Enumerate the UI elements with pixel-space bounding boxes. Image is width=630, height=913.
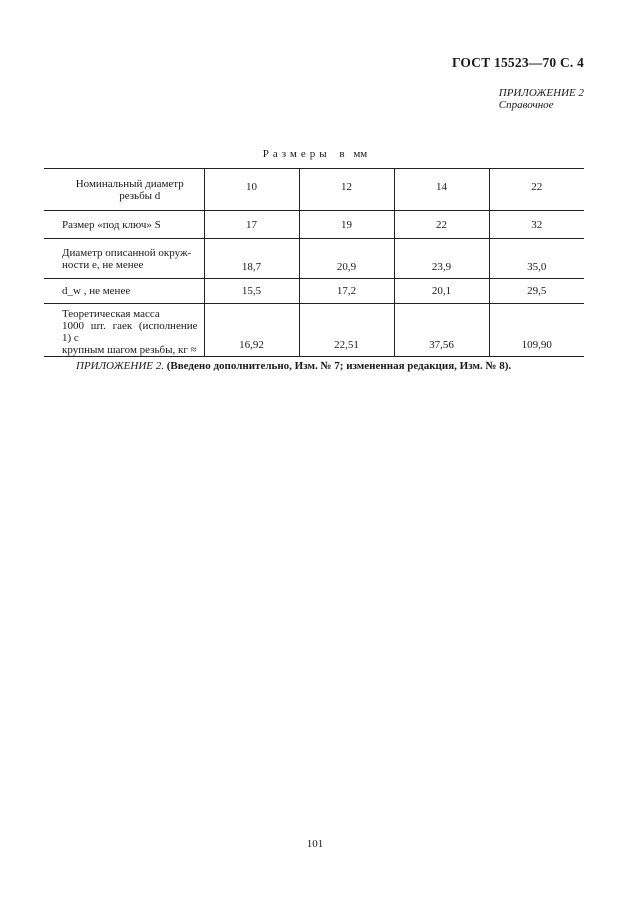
table-cell: 35,0: [489, 239, 584, 279]
table-cell: 22: [394, 211, 489, 239]
table-cell: 19: [299, 211, 394, 239]
table-cell: 17: [204, 211, 299, 239]
page-number: 101: [306, 838, 324, 850]
table-cell: 18,7: [204, 239, 299, 279]
table-header-cell: 10: [204, 169, 299, 211]
row-label-text: Размер «под ключ» S: [62, 218, 161, 231]
appendix-label: [499, 87, 584, 111]
row-label: [44, 211, 204, 239]
table-cell: 22,51: [299, 304, 394, 357]
units-caption-prefix: Размеры: [262, 148, 331, 160]
row-label-line1: Диаметр описанной окруж-: [62, 246, 192, 259]
table-header-row: [44, 169, 584, 211]
row-label-line2: 1000 шт. гаек (исполнение 1) с: [62, 320, 198, 344]
table-cell: 15,5: [204, 279, 299, 304]
units-caption-units: в мм: [339, 148, 368, 160]
table-row: [44, 211, 584, 239]
table-row: [44, 239, 584, 279]
row-label-line2: ности е, не менее: [62, 258, 144, 271]
table-cell: 37,56: [394, 304, 489, 357]
row-label-line1: Теоретическая масса: [62, 308, 160, 320]
table-header-label: [44, 169, 204, 211]
units-caption: [0, 148, 630, 160]
dimensions-table: [44, 168, 584, 357]
amendment-note-text: (Введено дополнительно, Изм. № 7; измененная редакция, Изм. № 8).: [166, 360, 512, 372]
row-label-line3: крупным шагом резьбы, кг ≈: [62, 344, 197, 356]
table-cell: 32: [489, 211, 584, 239]
document-standard-header: ГОСТ 15523—70 С. 4: [451, 55, 584, 70]
header-label-line2: [62, 190, 198, 202]
header-label-line2-text: резьбы d: [119, 189, 161, 202]
table-cell: 16,92: [204, 304, 299, 357]
appendix-number: ПРИЛОЖЕНИЕ 2: [498, 87, 584, 99]
table-cell: 29,5: [489, 279, 584, 304]
amendment-note-prefix: ПРИЛОЖЕНИЕ 2.: [76, 360, 164, 372]
table-cell: 20,1: [394, 279, 489, 304]
table-header-cell: 22: [489, 169, 584, 211]
row-label: [44, 239, 204, 279]
table-row: [44, 304, 584, 357]
table-row: [44, 279, 584, 304]
row-label-text: d_w , не менее: [62, 285, 131, 297]
table-header-cell: 12: [299, 169, 394, 211]
amendment-note: [76, 360, 511, 372]
appendix-type: Справочное: [498, 99, 554, 111]
row-label: [44, 304, 204, 357]
table-cell: 20,9: [299, 239, 394, 279]
table-cell: 17,2: [299, 279, 394, 304]
header-label-line1: Номинальный диаметр: [75, 177, 184, 190]
table-cell: 23,9: [394, 239, 489, 279]
table-header-cell: 14: [394, 169, 489, 211]
row-label: [44, 279, 204, 304]
table-cell: 109,90: [489, 304, 584, 357]
